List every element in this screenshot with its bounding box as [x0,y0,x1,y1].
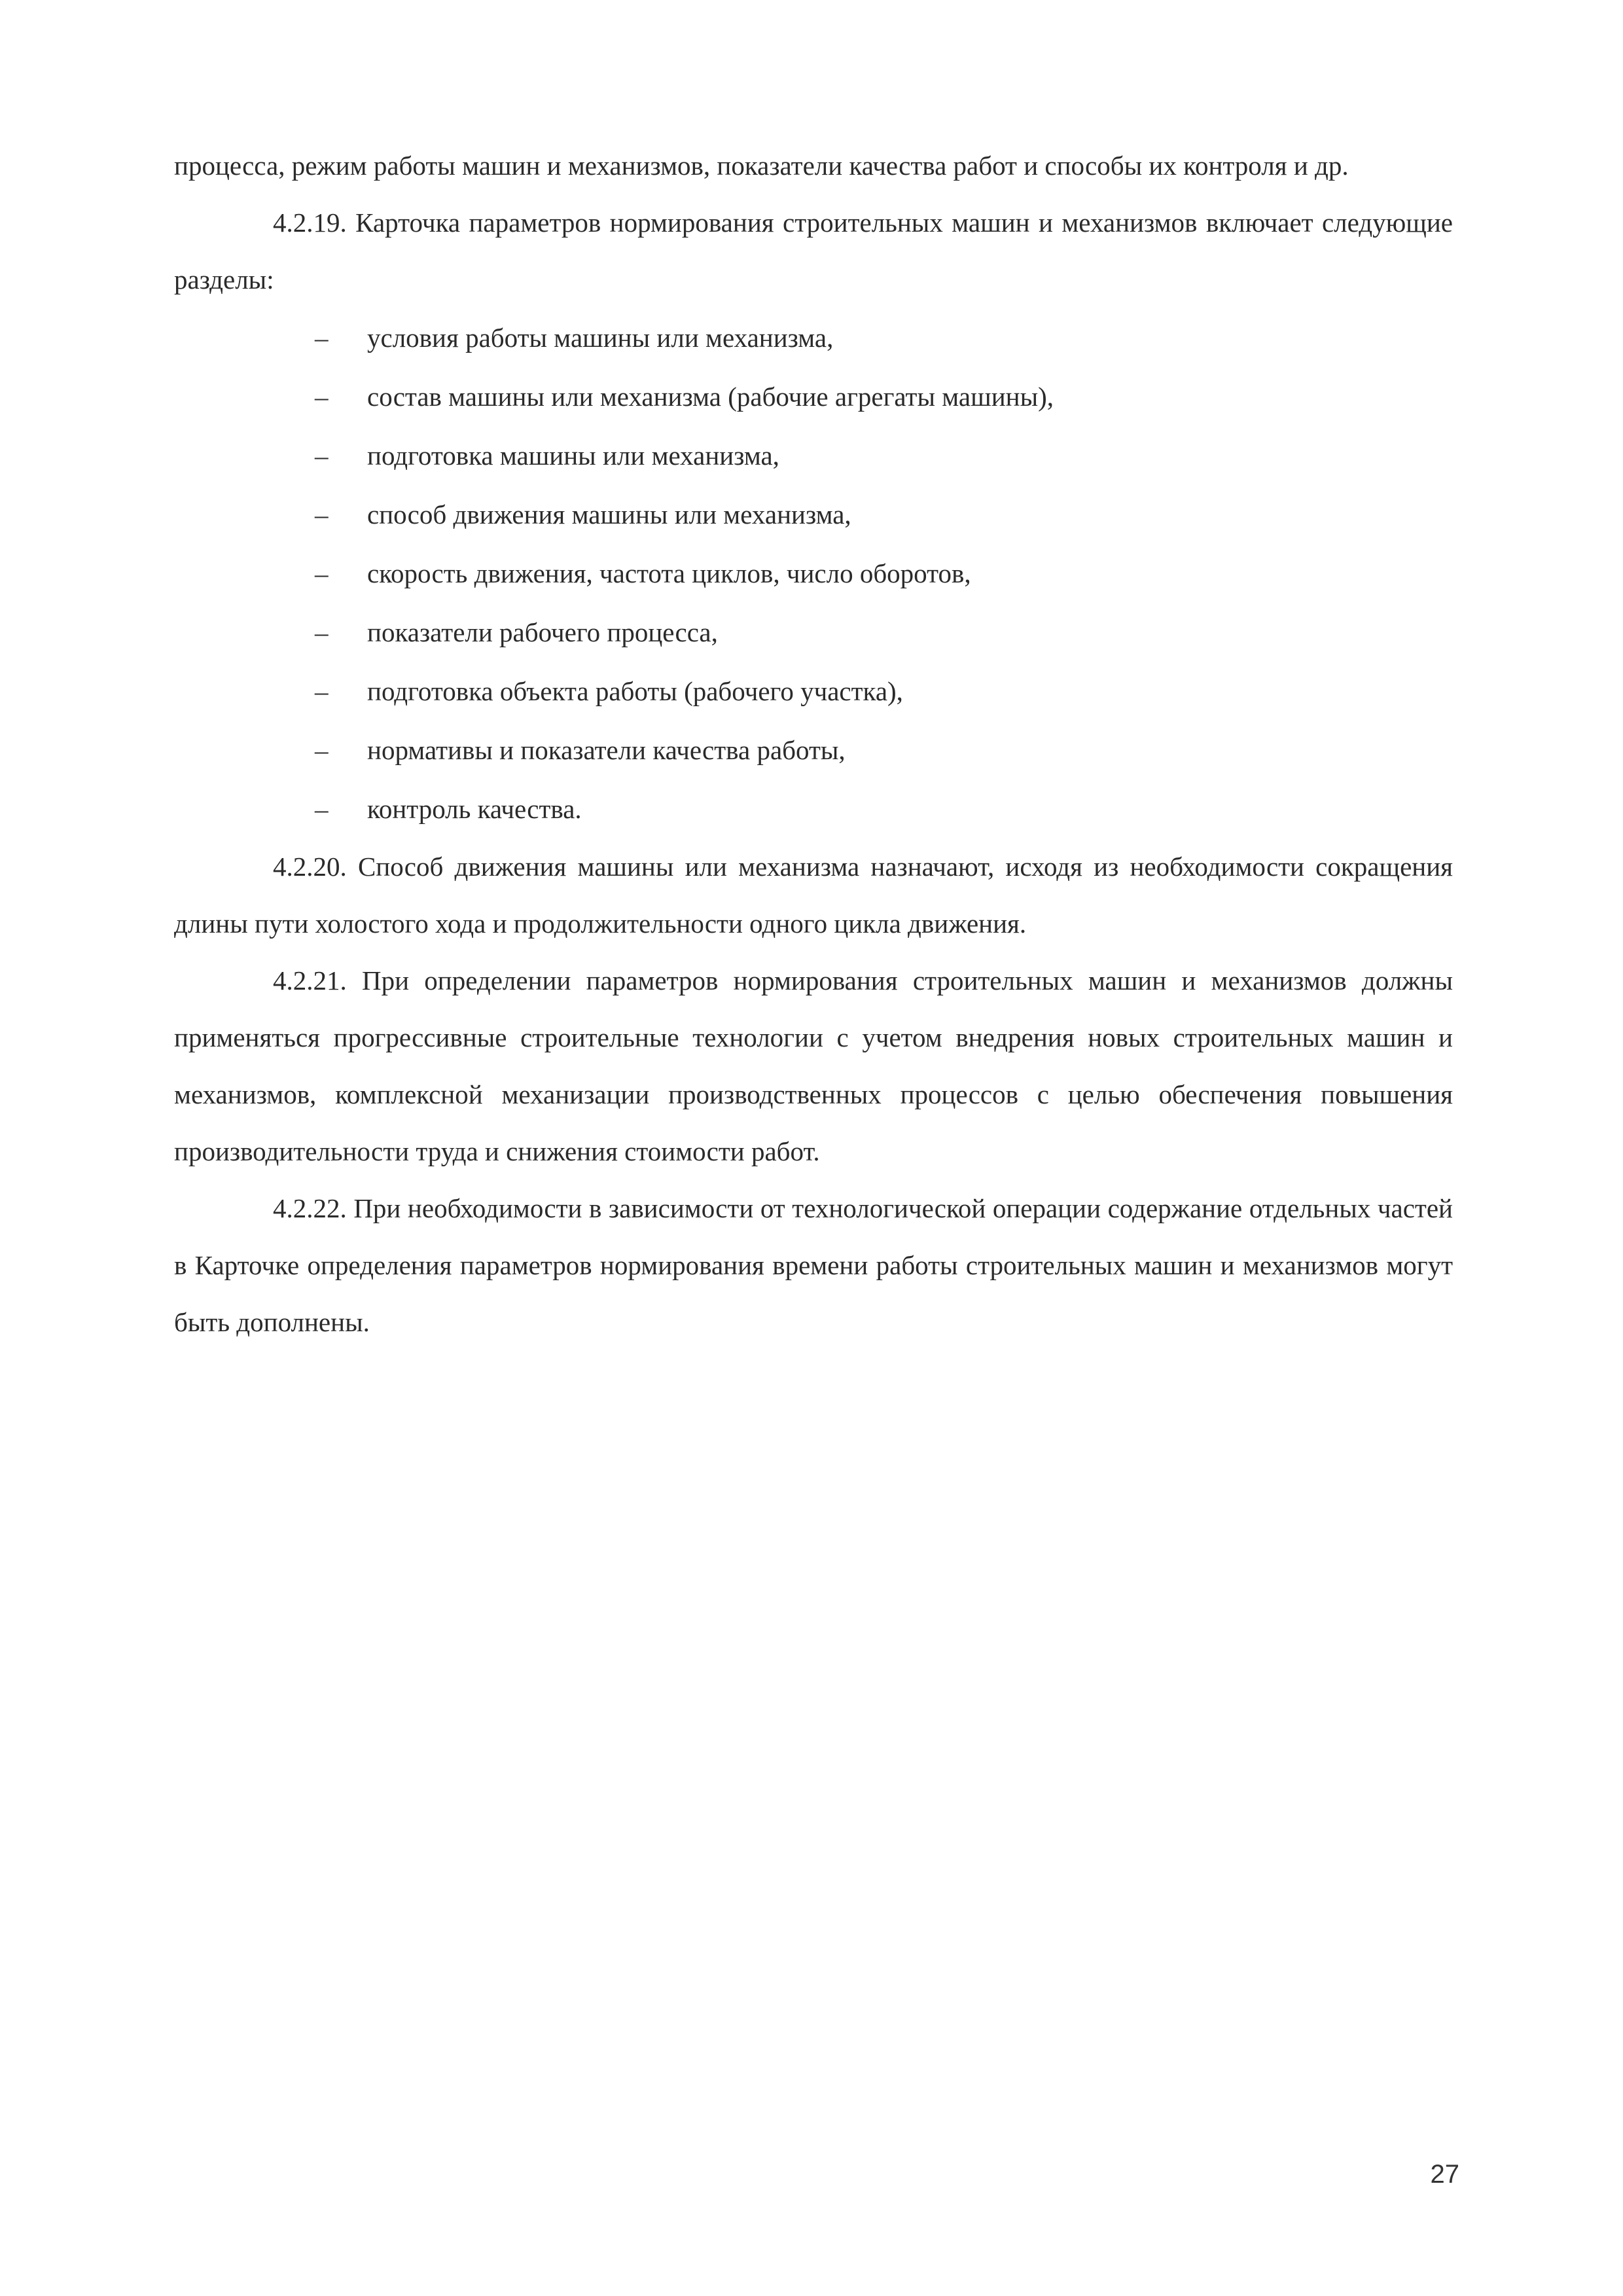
dash-bullet: – [315,440,329,471]
dash-bullet: – [315,794,329,824]
dash-bullet: – [315,676,329,706]
dash-bullet: – [315,499,329,529]
dash-bullet: – [315,617,329,647]
paragraph-4-2-22 [174,1180,1453,1351]
list-item [315,603,1453,662]
paragraph-text: При необходимости в зависимости от технологической операции содержание отдельных частей в Карточке определения параметров нормирования времени работы строительных машин и механизмов могут быть дополнены. [174,1193,1453,1337]
body-text [174,137,1453,1351]
list-item-text: условия работы машины или механизма, [367,323,834,353]
paragraph-continuation: процесса, режим работы машин и механизмов, показатели качества работ и способы их контроля и др. [174,151,1349,181]
list-item-text: скорость движения, частота циклов, число оборотов, [367,558,971,588]
paragraph-4-2-19 [174,194,1453,308]
list-item-text: показатели рабочего процесса, [367,617,718,647]
list-item [315,485,1453,544]
list-item [315,721,1453,780]
list-item-text: состав машины или механизма (рабочие агрегаты машины), [367,382,1054,412]
dash-bullet: – [315,382,329,412]
dash-bullet: – [315,323,329,353]
paragraph-text: Карточка параметров нормирования строительных машин и механизмов включает следующие разделы: [174,207,1454,295]
list-item-text: подготовка машины или механизма, [367,440,779,471]
dash-bullet: – [315,735,329,765]
list-item [315,544,1453,603]
list-item [315,662,1453,721]
list-item [315,780,1453,838]
list-item [315,367,1453,426]
list-item-text: контроль качества. [367,794,582,824]
paragraph-number: 4.2.20. [273,852,347,882]
paragraph-number: 4.2.19. [273,207,347,238]
list-item-text: подготовка объекта работы (рабочего участка), [367,676,903,706]
page-number: 27 [1430,2160,1459,2189]
list-item-text: способ движения машины или механизма, [367,499,851,529]
paragraph-text: При определении параметров нормирования строительных машин и механизмов должны применяться прогрессивные строительные технологии с учетом внедрения новых строительных машин и механизмов, комплексной механизации производственных процессов с целью обеспечения повышения производительности труда и снижения стоимости работ. [174,965,1453,1166]
paragraph-number: 4.2.22. [273,1193,347,1223]
paragraph-4-2-20 [174,838,1453,952]
sections-list [174,308,1453,838]
paragraph-text: Способ движения машины или механизма назначают, исходя из необходимости сокращения длины пути холостого хода и продолжительности одного цикла движения. [174,852,1454,939]
list-item [315,426,1453,485]
list-item [315,308,1453,367]
paragraph-4-2-21 [174,952,1453,1180]
paragraph-number: 4.2.21. [273,965,347,996]
list-item-text: нормативы и показатели качества работы, [367,735,846,765]
dash-bullet: – [315,558,329,588]
